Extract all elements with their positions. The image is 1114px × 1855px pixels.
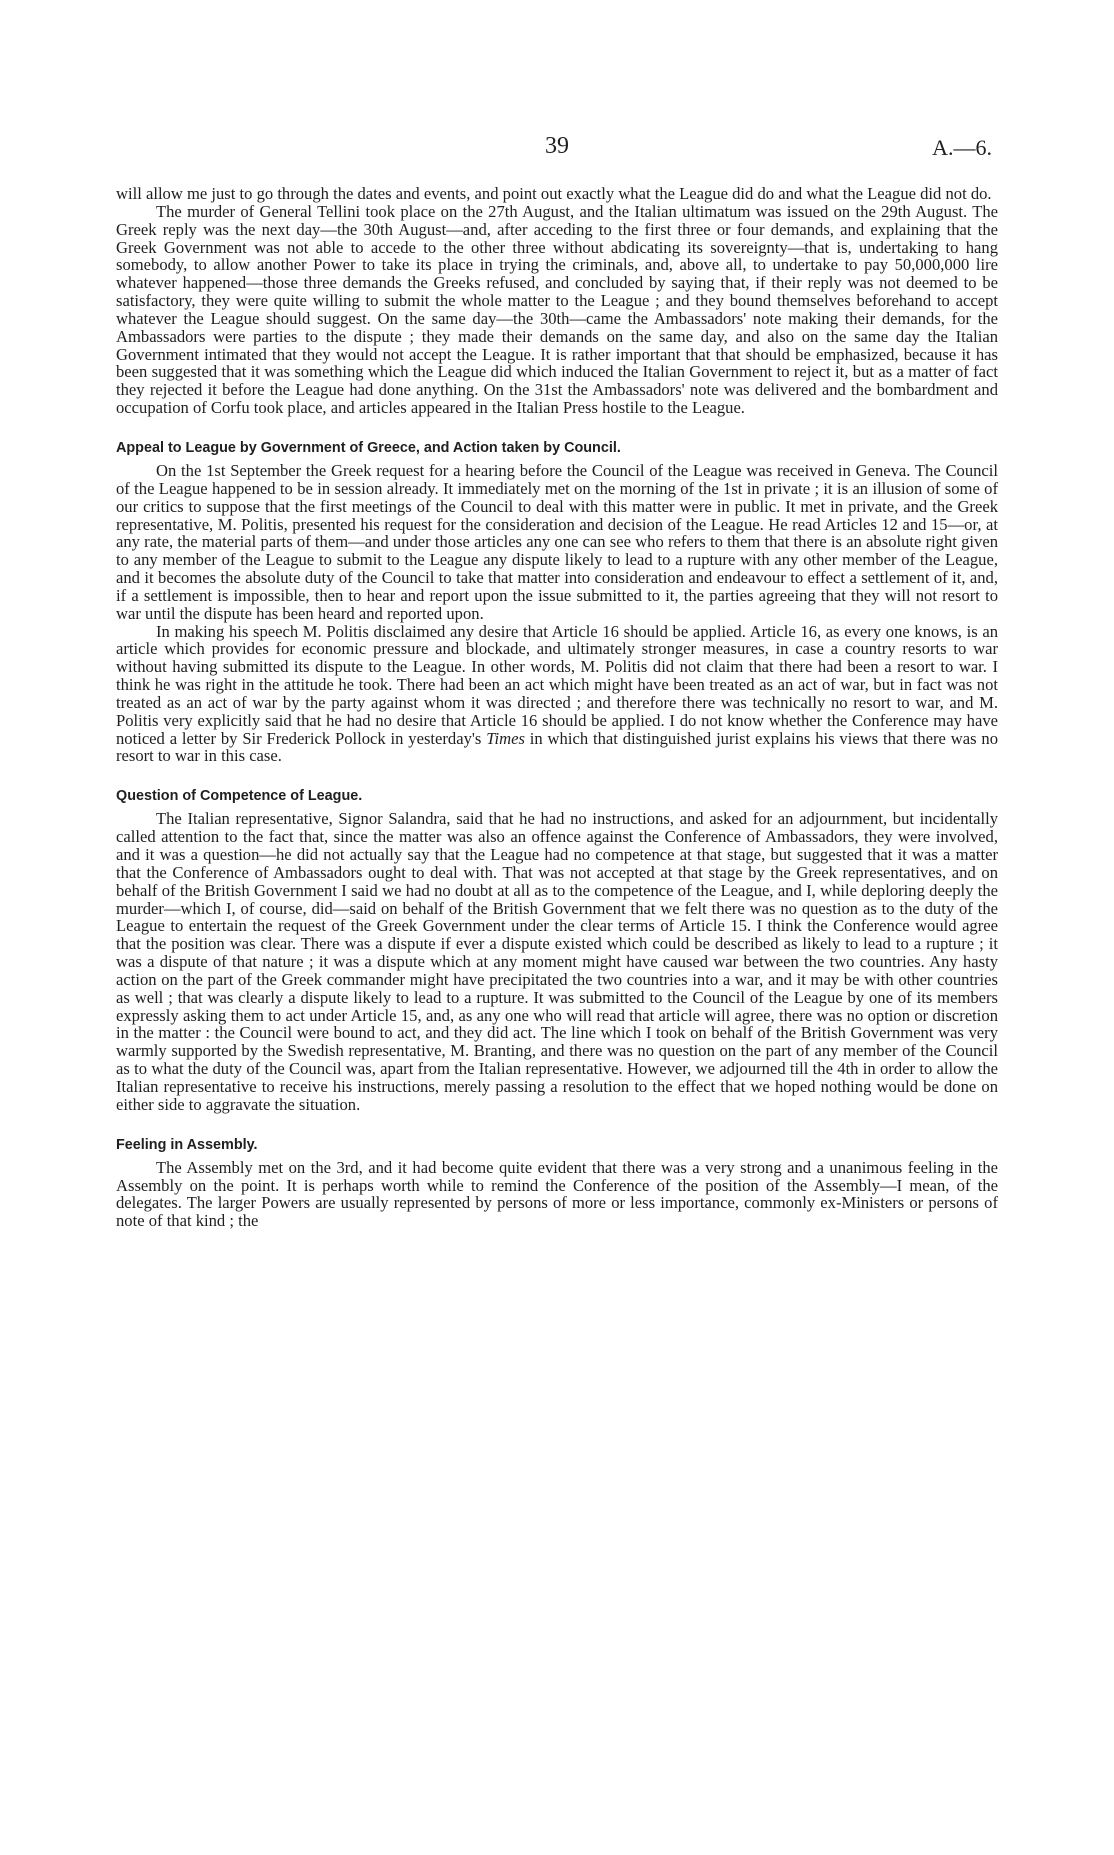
- section-heading: Feeling in Assembly.: [116, 1136, 258, 1153]
- paragraph: The Italian representative, Signor Salandra, said that he had no instructions, and asked for an adjournment, but incidentally called attention to the fact that, since the matter was also an offence against the Conference of Ambassadors, they were involved, and it was a question—he did not actually say that the League had no competence at that stage, but suggested that it was a matter that the Conference of Ambassadors ought to deal with. That was not accepted at that stage by the Greek representatives, and on behalf of the British Government I said we had no doubt at all as to the competence of the League, and I, while deploring deeply the murder—which I, of course, did—said on behalf of the British Government that we felt there was no question as to the duty of the League to entertain the request of the Greek Government under the clear terms of Article 15. I think the Conference would agree that the position was clear. There was a dispute if ever a dispute existed which could be described as likely to lead to a rupture ; it was a dispute of that nature ; it was a dispute which at any moment might have caused war between the two countries. Any hasty action on the part of the Greek commander might have precipitated the two countries into a war, and it may be with other countries as well ; that was clearly a dispute likely to lead to a rupture. It was submitted to the Council of the League by one of its members expressly asking them to act under Article 15, and, as any one who will read that article will agree, there was no option or discretion in the matter : the Council were bound to act, and they did act. The line which I took on behalf of the British Government was very warmly supported by the Swedish representative, M. Branting, and there was no question on the part of any member of the Council as to what the duty of the Council was, apart from the Italian representative. However, we adjourned till the 4th in order to allow the Italian representative to receive his instructions, merely passing a resolution to the effect that we hoped nothing would be done on either side to aggravate the situation.: [116, 809, 998, 1114]
- paragraph: In making his speech M. Politis disclaimed any desire that Article 16 should be applied. Article 16, as every one knows, is an article which provides for economic pressure and blockade, and ultimately stronger measures, in case a country resorts to war without having submitted its dispute to the League. In other words, M. Politis did not claim that there had been a resort to war. I think he was right in the attitude he took. There had been an act which might have been treated as an act of war, but in fact was not treated as an act of war by the party against whom it was directed ; and therefore there was technically no resort to war, and M. Politis very explicitly said that he had no desire that Article 16 should be applied. I do not know whether the Conference may have noticed a letter by Sir Frederick Pollock in yesterday's Times in which that distinguished jurist explains his views that there was no resort to war in this case.: [116, 621, 999, 766]
- section-opening: [116, 185, 998, 417]
- italic-text: Times: [486, 728, 525, 748]
- section-heading: Question of Competence of League.: [116, 788, 363, 805]
- section-feeling-in-assembly: [116, 1136, 998, 1230]
- section-competence-of-league: [116, 787, 998, 1113]
- paragraph: will allow me just to go through the dates and events, and point out exactly what the League did do and what the League did not do.: [116, 184, 992, 203]
- paragraph: The murder of General Tellini took place on the 27th August, and the Italian ultimatum was issued on the 29th August. The Greek reply was the next day—the 30th August—and, after acceding to the first three or four demands, and explaining that the Greek Government was not able to accede to the other three without abdicating its sovereignty—that is, undertaking to hang somebody, to allow another Power to take its place in trying the criminals, and, above all, to undertake to pay 50,000,000 lire whatever happened—those three demands the Greeks refused, and concluded by saying that, if their reply was not deemed to be satisfactory, they were quite willing to submit the whole matter to the League ; and they bound themselves beforehand to accept whatever the League should suggest. On the same day—the 30th—came the Ambassadors' note making their demands, for the Ambassadors were parties to the dispute ; they made their demands on the same day, and also on the same day the Italian Government intimated that they would not accept the League. It is rather important that that should be emphasized, because it has been suggested that it was something which the League did which induced the Italian Government to reject it, but as a matter of fact they rejected it before the League had done anything. On the 31st the Ambassadors' note was delivered and the bombardment and occupation of Corfu took place, and articles appeared in the Italian Press hostile to the League.: [116, 201, 998, 418]
- document-body: [116, 135, 998, 1230]
- paragraph: On the 1st September the Greek request for a hearing before the Council of the League was received in Geneva. The Council of the League happened to be in session already. It immediately met on the morning of the 1st in private ; it is an illusion of some of our critics to suppose that the first meetings of the Council to deal with this matter were in public. It met in private, and the Greek representative, M. Politis, presented his request for the consideration and decision of the League. He read Articles 12 and 15—or, at any rate, the material parts of them—and under those articles any one can see who refers to them that there is an absolute right given to any member of the League to submit to the League any dispute likely to lead to a rupture with any other member of the League, and it becomes the absolute duty of the Council to take that matter into consideration and endeavour to effect a settlement of it, and, if a settlement is impossible, then to hear and report upon the issue submitted to it, the parties agreeing that they will not resort to war until the dispute has been heard and reported upon.: [116, 460, 998, 623]
- document-reference: A.—6.: [932, 135, 992, 160]
- page-number: 39: [545, 133, 569, 159]
- section-heading: Appeal to League by Government of Greece, and Action taken by Council.: [116, 439, 621, 456]
- paragraph: The Assembly met on the 3rd, and it had become quite evident that there was a very strong and a unanimous feeling in the Assembly on the point. It is perhaps worth while to remind the Conference of the position of the Assembly—I mean, of the delegates. The larger Powers are usually represented by persons of more or less importance, commonly ex-Ministers or persons of note of that kind ; the: [116, 1157, 998, 1231]
- section-appeal-to-league: [116, 439, 998, 765]
